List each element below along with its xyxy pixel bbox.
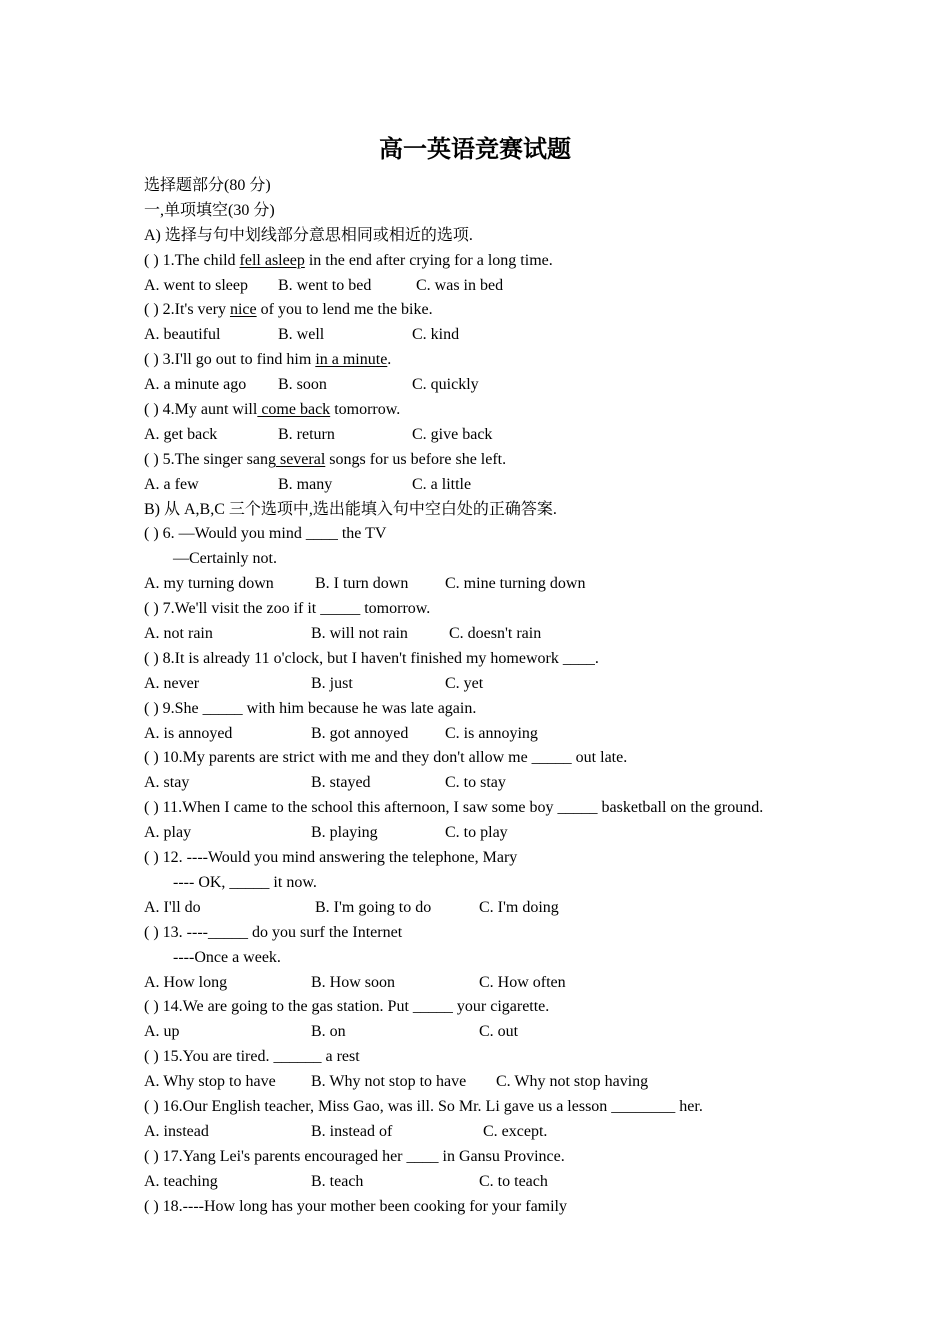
option-c: C. to play xyxy=(445,824,508,842)
option-c: C. give back xyxy=(412,425,493,443)
part-b-instruction: B) 从 A,B,C 三个选项中,选出能填入句中空白处的正确答案. xyxy=(144,500,557,518)
question-15: ( ) 15.You are tired. ______ a rest xyxy=(144,1048,360,1066)
option-a: A. How long xyxy=(144,973,228,991)
options-row xyxy=(144,473,864,498)
option-b: B. stayed xyxy=(311,774,371,792)
question-3: ( ) 3.I'll go out to find him in a minute. xyxy=(144,351,392,369)
question-1: ( ) 1.The child fell asleep in the end after crying for a long time. xyxy=(144,251,553,269)
options-row xyxy=(144,672,864,697)
options-row xyxy=(144,423,864,448)
question-14: ( ) 14.We are going to the gas station. Put _____ your cigarette. xyxy=(144,998,550,1016)
options-row xyxy=(144,1070,864,1095)
option-b: B. on xyxy=(311,1023,346,1041)
options-row xyxy=(144,572,864,597)
options-row xyxy=(144,1020,864,1045)
options-row xyxy=(144,373,864,398)
question-5: ( ) 5.The singer sang several songs for us before she left. xyxy=(144,450,507,468)
option-a: A. a minute ago xyxy=(144,376,247,394)
question-13: ( ) 13. ----_____ do you surf the Internet xyxy=(144,923,403,941)
question-2: ( ) 2.It's very nice of you to lend me the bike. xyxy=(144,301,433,319)
option-a: A. Why stop to have xyxy=(144,1073,276,1091)
options-row xyxy=(144,323,864,348)
question-reply: ---- OK, _____ it now. xyxy=(173,873,317,891)
option-b: B. return xyxy=(278,425,335,443)
option-c: C. a little xyxy=(412,475,472,493)
question-7: ( ) 7.We'll visit the zoo if it _____ tomorrow. xyxy=(144,600,431,618)
option-b: B. well xyxy=(278,326,325,344)
section-heading: 一,单项填空(30 分) xyxy=(144,201,275,219)
option-b: B. got annoyed xyxy=(311,724,409,742)
option-c: C. except. xyxy=(483,1122,548,1140)
option-a: A. beautiful xyxy=(144,326,221,344)
option-a: A. teaching xyxy=(144,1172,218,1190)
question-16: ( ) 16.Our English teacher, Miss Gao, was ill. So Mr. Li gave us a lesson ________ her. xyxy=(144,1097,703,1115)
question-9: ( ) 9.She _____ with him because he was late again. xyxy=(144,699,477,717)
page-title: 高一英语竞赛试题 xyxy=(379,137,571,163)
option-a: A. my turning down xyxy=(144,575,274,593)
options-row xyxy=(144,1170,864,1195)
option-a: A. get back xyxy=(144,425,218,443)
options-row xyxy=(144,971,864,996)
option-b: B. Why not stop to have xyxy=(311,1073,467,1091)
option-c: C. yet xyxy=(445,674,484,692)
options-row xyxy=(144,622,864,647)
option-c: C. is annoying xyxy=(445,724,538,742)
option-b: B. I turn down xyxy=(315,575,409,593)
option-b: B. just xyxy=(311,674,353,692)
option-a: A. play xyxy=(144,824,192,842)
question-17: ( ) 17.Yang Lei's parents encouraged her ____ in Gansu Province. xyxy=(144,1147,565,1165)
option-a: A. a few xyxy=(144,475,199,493)
options-row xyxy=(144,821,864,846)
option-a: A. stay xyxy=(144,774,190,792)
options-row xyxy=(144,274,864,299)
option-a: A. I'll do xyxy=(144,898,201,916)
part-a-instruction: A) 选择与句中划线部分意思相同或相近的选项. xyxy=(144,226,473,244)
option-c: C. I'm doing xyxy=(479,898,559,916)
option-c: C. to teach xyxy=(479,1172,548,1190)
options-row xyxy=(144,1120,864,1145)
option-b: B. How soon xyxy=(311,973,396,991)
option-b: B. soon xyxy=(278,376,327,394)
option-b: B. went to bed xyxy=(278,276,372,294)
option-a: A. instead xyxy=(144,1122,209,1140)
question-reply: ----Once a week. xyxy=(173,948,281,966)
option-c: C. was in bed xyxy=(416,276,504,294)
options-row xyxy=(144,771,864,796)
question-6: ( ) 6. —Would you mind ____ the TV xyxy=(144,525,387,543)
option-a: A. is annoyed xyxy=(144,724,233,742)
question-18: ( ) 18.----How long has your mother been cooking for your family xyxy=(144,1197,567,1215)
question-11: ( ) 11.When I came to the school this afternoon, I saw some boy _____ basketball on the ground. xyxy=(144,799,764,817)
option-b: B. I'm going to do xyxy=(315,898,432,916)
question-reply: —Certainly not. xyxy=(173,550,277,568)
option-c: C. How often xyxy=(479,973,566,991)
option-c: C. doesn't rain xyxy=(449,625,542,643)
option-b: B. instead of xyxy=(311,1122,393,1140)
question-4: ( ) 4.My aunt will come back tomorrow. xyxy=(144,401,401,419)
option-b: B. many xyxy=(278,475,333,493)
options-row xyxy=(144,896,864,921)
section-heading: 选择题部分(80 分) xyxy=(144,177,271,194)
option-c: C. out xyxy=(479,1023,519,1041)
option-c: C. kind xyxy=(412,326,460,344)
option-c: C. Why not stop having xyxy=(496,1073,649,1091)
question-8: ( ) 8.It is already 11 o'clock, but I haven't finished my homework ____. xyxy=(144,649,599,667)
option-b: B. playing xyxy=(311,824,378,842)
option-a: A. went to sleep xyxy=(144,276,248,294)
exam-content xyxy=(144,174,864,1219)
options-row xyxy=(144,722,864,747)
option-a: A. up xyxy=(144,1023,180,1041)
option-a: A. never xyxy=(144,674,200,692)
option-c: C. quickly xyxy=(412,376,479,394)
option-a: A. not rain xyxy=(144,625,213,643)
option-c: C. mine turning down xyxy=(445,575,586,593)
question-10: ( ) 10.My parents are strict with me and they don't allow me _____ out late. xyxy=(144,749,628,767)
option-b: B. teach xyxy=(311,1172,364,1190)
option-c: C. to stay xyxy=(445,774,506,792)
question-12: ( ) 12. ----Would you mind answering the telephone, Mary xyxy=(144,849,518,867)
option-b: B. will not rain xyxy=(311,625,408,643)
